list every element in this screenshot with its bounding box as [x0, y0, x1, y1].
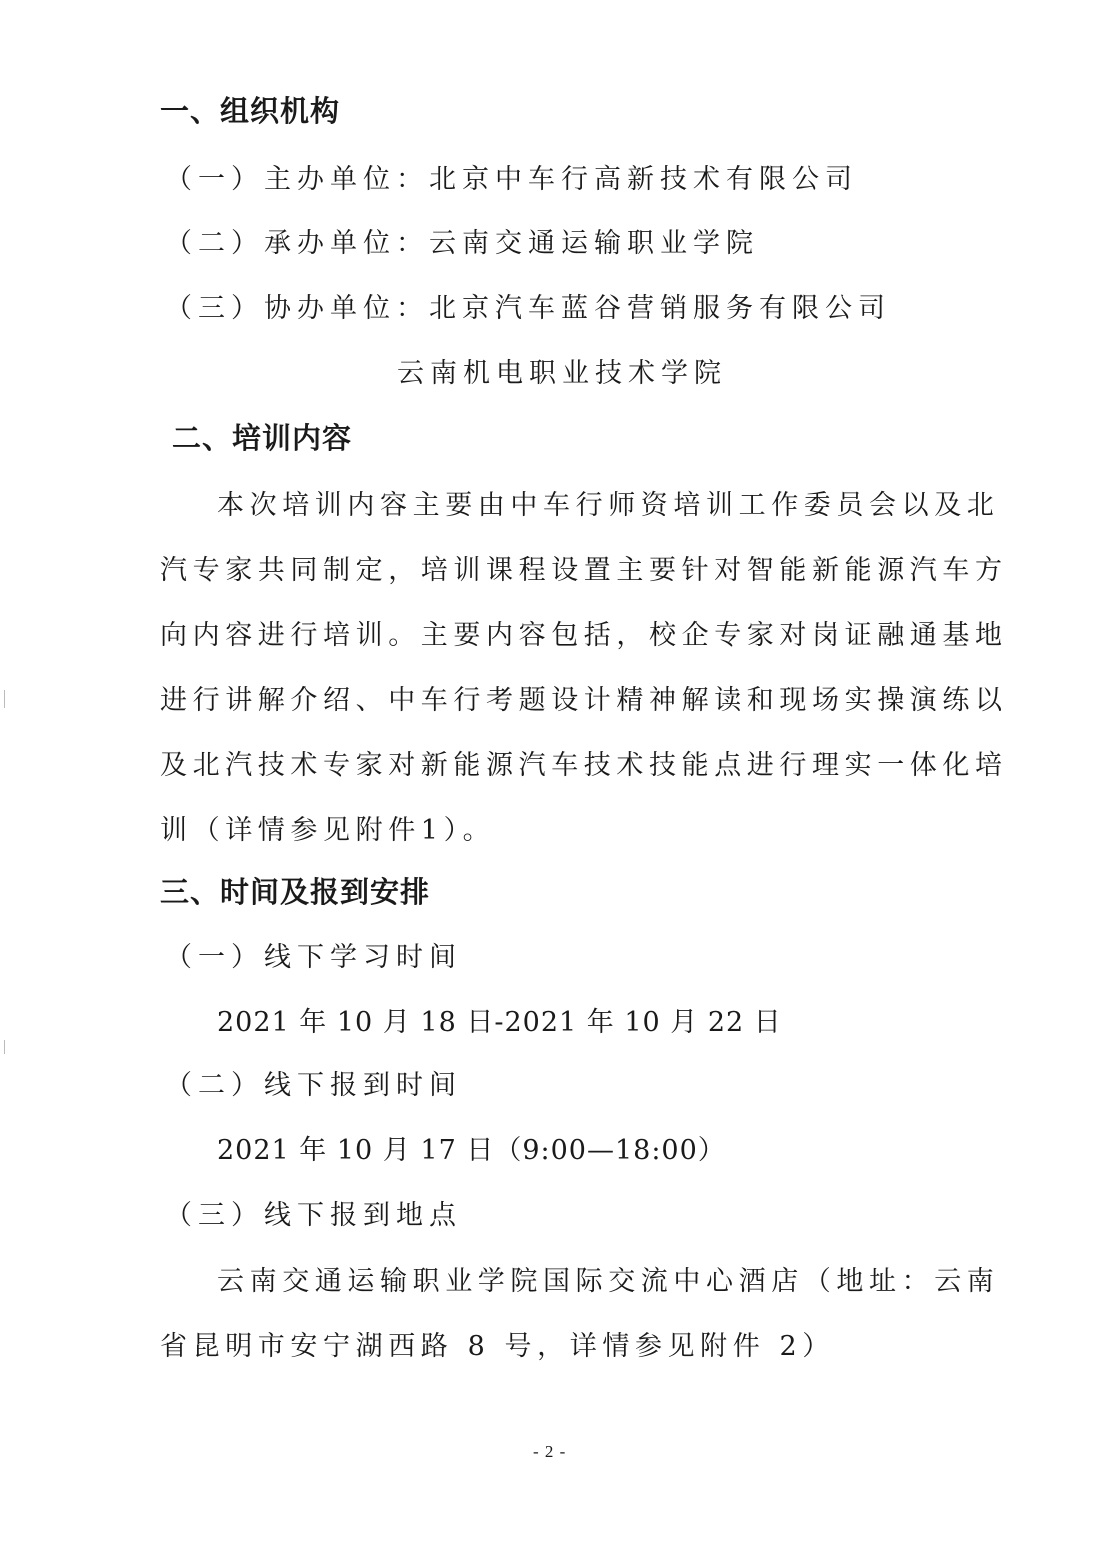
paragraph-line: 汽专家共同制定，培训课程设置主要针对智能新能源汽车方: [160, 555, 1008, 586]
page-number: - 2 -: [533, 1442, 567, 1461]
paragraph-line: 及北汽技术专家对新能源汽车技术技能点进行理实一体化培: [160, 750, 1008, 781]
paragraph-line: 向内容进行培训。主要内容包括，校企专家对岗证融通基地: [160, 620, 1008, 651]
section-heading-schedule: 三、时间及报到安排: [160, 875, 431, 909]
checkin-time-label: （二）线下报到时间: [165, 1070, 462, 1101]
checkin-place-label: （三）线下报到地点: [165, 1200, 462, 1231]
study-time-label: （一）线下学习时间: [165, 942, 462, 973]
checkin-place-line: 省昆明市安宁湖西路 8 号，详情参见附件 2）: [160, 1331, 835, 1362]
scan-edge-mark: [4, 690, 5, 708]
study-time-value: 2021 年 10 月 18 日-2021 年 10 月 22 日: [217, 1007, 782, 1038]
scan-edge-mark: [4, 1040, 5, 1054]
section-heading-training-content: 二、培训内容: [172, 421, 353, 455]
checkin-place-line: 云南交通运输职业学院国际交流中心酒店（地址：云南: [217, 1266, 1000, 1297]
paragraph-line: 训（详情参见附件1）。: [160, 815, 496, 846]
checkin-time-value: 2021 年 10 月 17 日（9:00—18:00）: [217, 1135, 726, 1166]
section-heading-organization: 一、组织机构: [160, 94, 341, 128]
host-unit-line: （一）主办单位：北京中车行高新技术有限公司: [165, 164, 858, 195]
co-organizer-unit-line-2: 云南机电职业技术学院: [397, 358, 727, 389]
paragraph-line: 进行讲解介绍、中车行考题设计精神解读和现场实操演练以: [160, 685, 1008, 716]
co-organizer-unit-line: （三）协办单位：北京汽车蓝谷营销服务有限公司: [165, 293, 891, 324]
organizer-unit-line: （二）承办单位：云南交通运输职业学院: [165, 228, 759, 259]
paragraph-line: 本次培训内容主要由中车行师资培训工作委员会以及北: [217, 490, 1000, 521]
